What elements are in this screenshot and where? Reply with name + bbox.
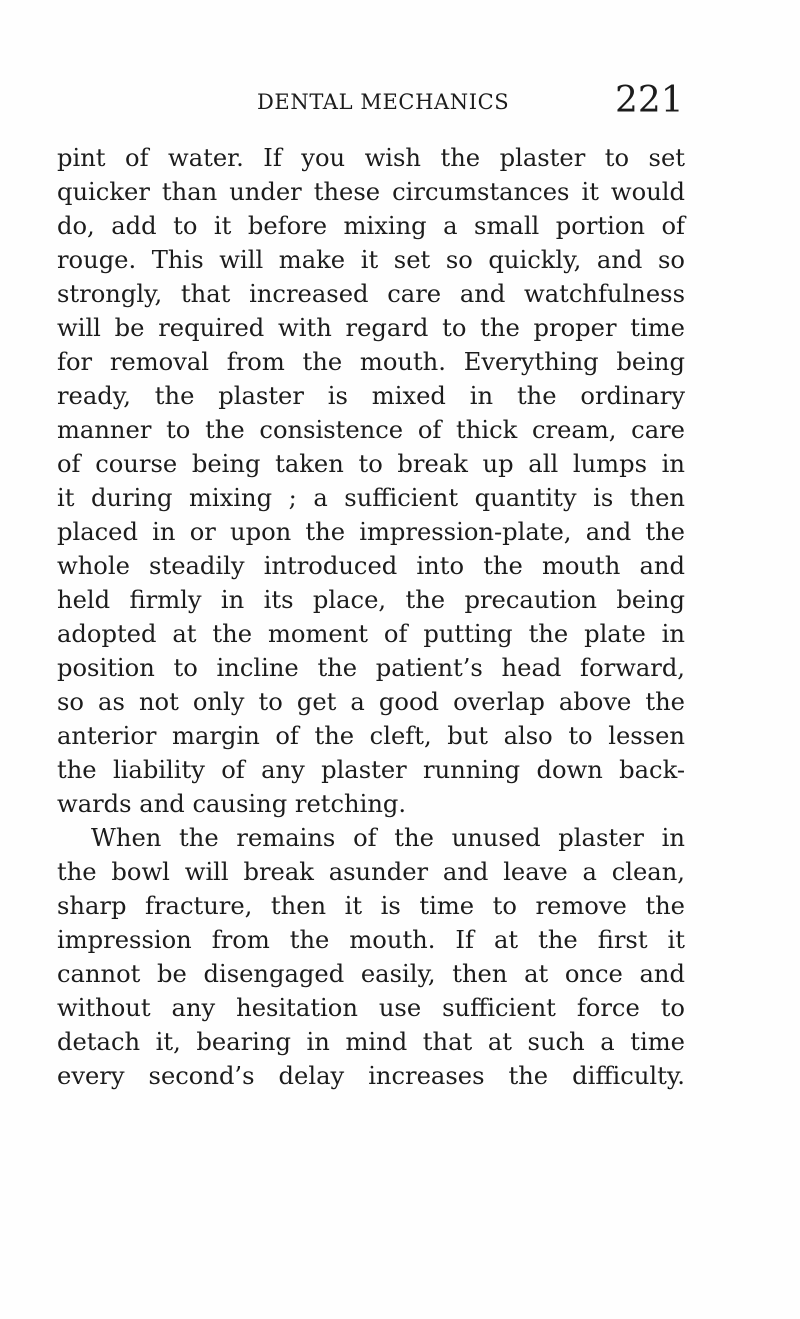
text-line: When the remains of the unused plaster in [91,824,685,852]
text-line: every second’s delay increases the difficulty. [57,1062,685,1090]
text-line: without any hesitation use sufficient force to [57,994,685,1022]
text-line: of course being taken to break up all lumps in [57,450,685,478]
text-line: wards and causing retching. [57,790,407,818]
text-line: position to incline the patient’s head forward, [57,654,685,682]
running-title: DENTAL MECHANICS [257,90,510,114]
text-line: strongly, that increased care and watchfulness [57,280,685,308]
text-line: impression from the mouth. If at the first it [57,926,685,954]
text-line: sharp fracture, then it is time to remove the [57,892,685,920]
text-line: adopted at the moment of putting the plate in [57,620,685,648]
text-line: will be required with regard to the proper time [57,314,685,342]
text-line: cannot be disengaged easily, then at once and [57,960,685,988]
text-line: for removal from the mouth. Everything being [57,348,685,376]
text-line: whole steadily introduced into the mouth and [57,552,685,580]
text-line: held firmly in its place, the precaution being [57,586,685,614]
text-line: it during mixing ; a sufficient quantity is then [57,484,685,512]
text-line: rouge. This will make it set so quickly, and so [57,246,685,274]
text-line: detach it, bearing in mind that at such a time [57,1028,685,1056]
page-number: 221 [615,80,684,121]
text-line: the liability of any plaster running down back- [57,756,685,784]
text-line: the bowl will break asunder and leave a clean, [57,858,685,886]
text-line: do, add to it before mixing a small portion of [57,212,685,240]
text-line: anterior margin of the cleft, but also to lessen [57,722,685,750]
text-line: quicker than under these circumstances it would [57,178,685,206]
text-line: so as not only to get a good overlap above the [57,688,685,716]
text-line: placed in or upon the impression-plate, and the [57,518,685,546]
text-line: ready, the plaster is mixed in the ordinary [57,382,685,410]
text-line: manner to the consistence of thick cream, care [57,416,685,444]
text-line: pint of water. If you wish the plaster to set [57,144,685,172]
